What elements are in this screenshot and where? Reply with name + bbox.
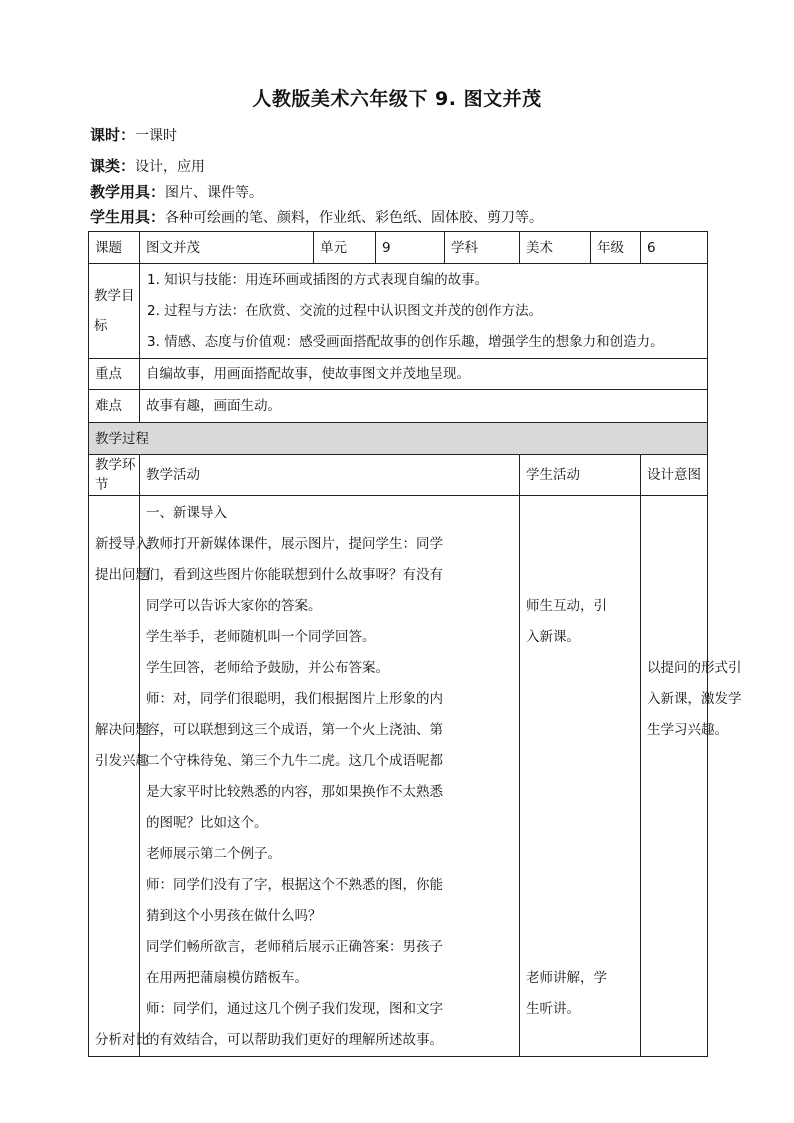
activity-line: 一、新课导入 [146,505,227,521]
student-line [526,932,640,963]
intent-line: 入新课，激发学 [647,691,742,707]
student-line [526,684,640,715]
student-tools-label: 学生用具： [90,208,166,226]
student-column [520,496,641,1057]
activity-line: 学生举手，老师随机叫一个同学回答。 [146,629,376,645]
intent-line [647,560,707,591]
intent-line [647,777,707,808]
activity-line: 是大家平时比较熟悉的内容，那如果换作不太熟悉 [146,784,443,800]
intent-line [647,622,707,653]
grade-value: 6 [641,232,708,264]
intent-column [641,496,742,1057]
student-line: 师生互动，引 [526,598,607,614]
stage-line: 分析对比 [95,1032,149,1048]
meta-type [90,157,205,176]
activity-line: 们，看到这些图片你能联想到什么故事呀？有没有 [146,567,443,583]
difficulty-label: 难点 [89,390,140,423]
key-point-value: 自编故事，用画面搭配故事，使故事图文并茂地呈现。 [140,359,708,390]
intent-line [647,963,707,994]
meta-teacher-tools [90,183,263,202]
intent-line [647,529,707,560]
intent-line [647,901,707,932]
type-value: 设计，应用 [135,159,206,175]
stage-line: 提出问题 [95,567,149,583]
header-stage: 教学环节 [89,455,140,496]
stage-line [95,870,139,901]
intent-line [647,808,707,839]
process-body-row [89,496,708,1057]
student-line [526,529,640,560]
activity-line: 同学可以告诉大家你的答案。 [146,598,322,614]
stage-line [95,932,139,963]
period-value: 一课时 [135,128,178,144]
intent-line: 生学习兴趣。 [647,722,728,738]
stage-line [95,653,139,684]
goals-label: 教学目标 [89,264,140,359]
activity-line: 的有效结合，可以帮助我们更好的理解所述故事。 [146,1032,443,1048]
stage-line [95,622,139,653]
student-line: 生听讲。 [526,1001,580,1017]
activity-line: 猜到这个小男孩在做什么吗？ [146,908,322,924]
student-line [526,1025,640,1056]
difficulty-row [89,390,708,423]
header-activity: 教学活动 [140,455,520,496]
meta-student-tools [90,208,543,227]
intent-line [647,498,707,529]
type-label: 课类： [90,157,136,175]
stage-line: 解决问题 [95,722,149,738]
activity-line: 二个守株待兔、第三个九牛二虎。这几个成语呢都 [146,753,443,769]
stage-line [95,994,139,1025]
stage-column [89,496,149,1057]
activity-line: 容，可以联想到这三个成语，第一个火上浇油、第 [146,722,443,738]
stage-line: 引发兴趣 [95,753,149,769]
intent-line: 以提问的形式引 [647,660,742,676]
activity-line: 同学们畅所欲言，老师稍后展示正确答案：男孩子 [146,939,443,955]
teacher-tools-value: 图片、课件等。 [165,185,264,201]
period-label: 课时： [90,126,136,144]
activity-line: 的图呢？比如这个。 [146,815,268,831]
activity-line: 师：同学们，通过这几个例子我们发现，图和文字 [146,1001,443,1017]
student-line [526,715,640,746]
activity-line: 师：对，同学们很聪明，我们根据图片上形象的内 [146,691,443,707]
activity-line: 师：同学们没有了字，根据这个不熟悉的图，你能 [146,877,443,893]
goal-item: 3. 情感、态度与价值观：感受画面搭配故事的创作乐趣，增强学生的想象力和创造力。 [147,333,664,350]
process-header-row [89,455,708,496]
student-tools-value: 各种可绘画的笔、颜料，作业纸、彩色纸、固体胶、剪刀等。 [165,210,544,226]
info-row [89,232,708,264]
process-label: 教学过程 [89,423,708,455]
topic-value: 图文并茂 [140,232,314,264]
subject-label: 学科 [445,232,520,264]
subject-value: 美术 [520,232,591,264]
intent-line [647,932,707,963]
goal-item: 1. 知识与技能：用连环画或插图的方式表现自编的故事。 [147,271,489,288]
teacher-tools-label: 教学用具： [90,183,166,201]
stage-line [95,839,139,870]
goals-row [89,264,708,359]
unit-label: 单元 [314,232,376,264]
stage-line [95,808,139,839]
header-intent: 设计意图 [641,455,708,496]
difficulty-value: 故事有趣，画面生动。 [140,390,708,423]
student-line [526,839,640,870]
stage-line [95,498,139,529]
student-line [526,901,640,932]
stage-line [95,684,139,715]
student-line [526,870,640,901]
activity-line: 在用两把蒲扇模仿踏板车。 [146,970,308,986]
intent-line [647,1025,707,1056]
activity-line: 教师打开新媒体课件，展示图片，提问学生：同学 [146,536,443,552]
grade-label: 年级 [591,232,641,264]
intent-line [647,591,707,622]
process-row [89,423,708,455]
unit-value: 9 [376,232,445,264]
topic-label: 课题 [89,232,140,264]
key-point-row [89,359,708,390]
stage-line [95,963,139,994]
stage-line [95,591,139,622]
activity-column [140,496,520,1057]
stage-line [95,777,139,808]
stage-line [95,901,139,932]
student-line [526,746,640,777]
key-point-label: 重点 [89,359,140,390]
stage-line: 新授导入 [95,536,149,552]
student-line [526,498,640,529]
student-line [526,777,640,808]
student-line [526,653,640,684]
student-line: 入新课。 [526,629,580,645]
intent-line [647,839,707,870]
student-line [526,808,640,839]
activity-line: 老师展示第二个例子。 [146,846,281,862]
goals-cell [140,264,708,359]
intent-line [647,870,707,901]
header-student: 学生活动 [520,455,641,496]
student-line: 老师讲解，学 [526,970,607,986]
goal-item: 2. 过程与方法：在欣赏、交流的过程中认识图文并茂的创作方法。 [147,302,543,319]
student-line [526,560,640,591]
meta-period [90,126,177,145]
intent-line [647,994,707,1025]
page-title: 人教版美术六年级下 9. 图文并茂 [252,88,542,110]
lesson-plan-table [88,231,742,1057]
intent-line [647,746,707,777]
activity-line: 学生回答，老师给予鼓励，并公布答案。 [146,660,389,676]
